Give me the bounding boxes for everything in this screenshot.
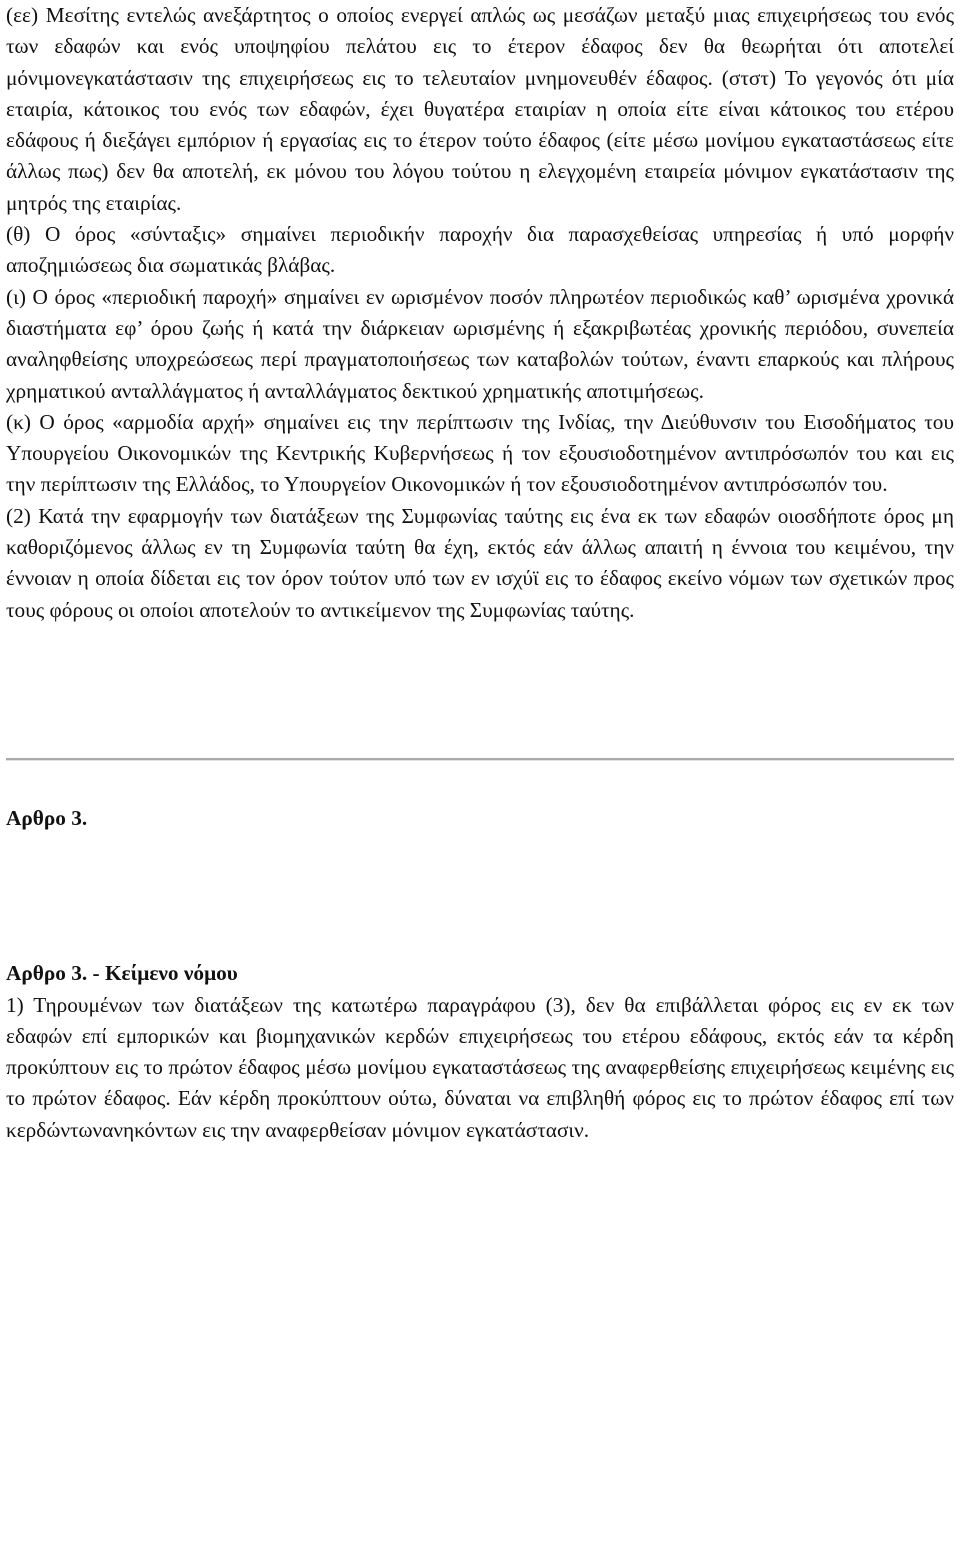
paragraph-2-interpretation: (2) Κατά την εφαρμογήν των διατάξεων της Συμφωνίας ταύτης εις ένα εκ των εδαφών οιοσδήποτε όρος μη καθοριζόμενος άλλως εν τη Συμφωνία ταύτη θα έχη, εκτός εάν άλλως απαιτή η έννοια του κειμένου, την έννοιαν η οποία δίδεται εις τον όρον τούτον υπό των εν ισχύϊ εις το έδαφος εκείνο νόμων των σχετικών προς τους φόρους οι οποίοι αποτελούν το αντικείμενον της Συμφωνίας ταύτης. bbox=[6, 503, 954, 622]
document-body bbox=[6, 0, 954, 1146]
paragraph-kappa-authority: (κ) Ο όρος «αρμοδία αρχή» σημαίνει εις την περίπτωσιν της Ινδίας, την Διεύθυνσιν του Εισοδήματος του Υπουργείου Οικονομικών της Κεντρικής Κυβερνήσεως ή τον εξουσιοδοτημένον αντιπρόσωπόν του και εις την περίπτωσιν της Ελλάδος, το Υπουργείον Οικονομικών ή τον εξουσιοδοτημένον αντιπρόσωπόν του. bbox=[6, 409, 954, 497]
section-divider bbox=[6, 758, 954, 761]
article-heading: Αρθρο 3. bbox=[6, 805, 88, 830]
paragraph-iota-annuity: (ι) Ο όρος «περιοδική παροχή» σημαίνει εν ωρισμένον ποσόν πληρωτέον περιοδικώς καθ’ ωρισμένα χρονικά διαστήματα εφ’ όρου ζωής ή κατά την διάρκειαν ωρισμένης ή εξακριβωτέας χρονικής περιόδου, συνεπεία αναληφθείσης υποχρεώσεως περί πραγματοποιήσεως των καταβολών τούτων, έναντι επαρκούς και πλήρους χρηματικού ανταλλάγματος ή ανταλλάγματος δεκτικού χρηματικής αποτιμήσεως. bbox=[6, 284, 954, 403]
paragraph-theta-pension: (θ) Ο όρος «σύνταξις» σημαίνει περιοδικήν παροχήν δια παρασχεθείσας υπηρεσίας ή υπό μορφήν αποζημιώσεως δια σωματικάς βλάβας. bbox=[6, 222, 954, 278]
paragraph-ee-stst: (εε) Μεσίτης εντελώς ανεξάρτητος ο οποίος ενεργεί απλώς ως μεσάζων μεταξύ μιας επιχειρήσεως του ενός των εδαφών και ενός υποψηφίου πελάτου εις το έτερον έδαφος δεν θα θεωρήται ότι αποτελεί μόνιμονεγκατάστασιν της επιχειρήσεως εις το τελευταίον μνημονευθέν έδαφος. (στστ) Το γεγονός ότι μία εταιρία, κάτοικος του ενός των εδαφών, έχει θυγατέρα εταιρίαν η οποία είτε είναι κάτοικος του ετέρου εδάφους ή διεξάγει εμπόριον ή εργασίας εις το έτερον τούτο έδαφος (είτε μέσω μονίμου εγκαταστάσεως είτε άλλως πως) δεν θα αποτελή, εκ μόνου του λόγου τούτου η ελεγχομένη εταιρεία μόνιμον εγκατάστασιν της μητρός της εταιρίας. bbox=[6, 3, 954, 215]
article-paragraph-1: 1) Τηρουμένων των διατάξεων της κατωτέρω παραγράφου (3), δεν θα επιβάλλεται φόρος εις εν εκ των εδαφών επί εμπορικών και βιομηχανικών κερδών επιχειρήσεως του ετέρου εδάφους, εκτός εάν τα κέρδη προκύπτουν εις το πρώτον έδαφος μέσω μονίμου εγκαταστάσεως της αναφερθείσης επιχειρήσεως κειμένης εις το πρώτον έδαφος. Εάν κέρδη προκύπτουν ούτω, δύναται να επιβληθή φόρος εις το πρώτον έδαφος επί των κερδώντωνανηκόντων εις την αναφερθείσαν μόνιμον εγκατάστασιν. bbox=[6, 992, 954, 1142]
article-law-text-heading: Αρθρο 3. - Κείμενο νόμου bbox=[6, 961, 238, 986]
